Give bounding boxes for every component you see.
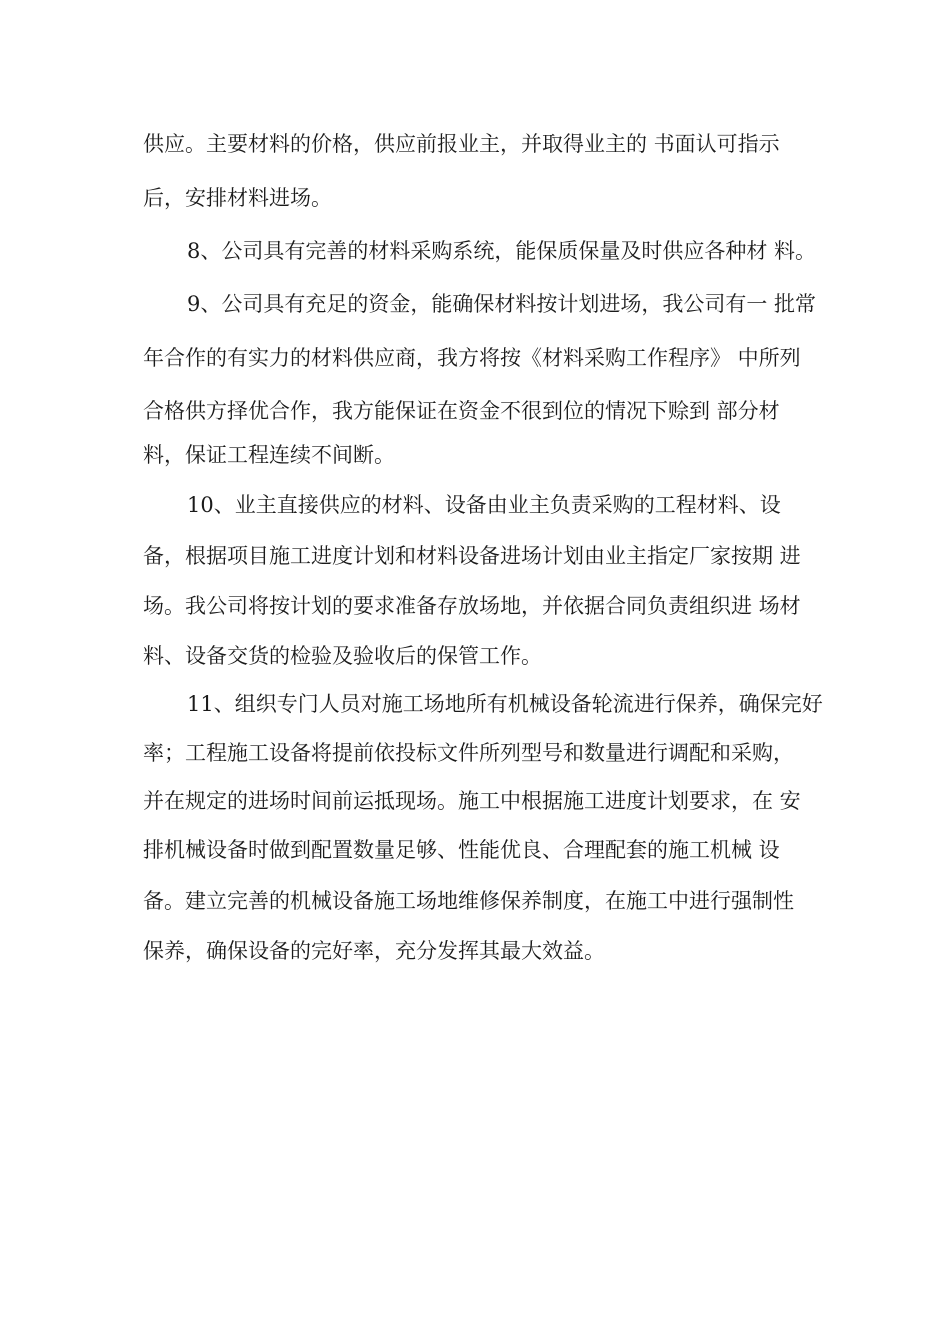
text-line: 备。建立完善的机械设备施工场地维修保养制度，在施工中进行强制性 xyxy=(143,889,794,913)
text-line: 场。我公司将按计划的要求准备存放场地，并依据合同负责组织进 场材 xyxy=(143,594,801,618)
text-line: 年合作的有实力的材料供应商，我方将按《材料采购工作程序》 中所列 xyxy=(143,346,801,370)
text-line: 率；工程施工设备将提前依投标文件所列型号和数量进行调配和采购， xyxy=(143,741,794,765)
text-line: 合格供方择优合作，我方能保证在资金不很到位的情况下赊到 部分材 xyxy=(143,399,780,423)
text-line: 备，根据项目施工进度计划和材料设备进场计划由业主指定厂家按期 进 xyxy=(143,544,801,568)
text-line: 后，安排材料进场。 xyxy=(143,186,332,210)
text-line: 11、组织专门人员对施工场地所有机械设备轮流进行保养，确保完好 xyxy=(187,692,823,716)
text-line: 10、业主直接供应的材料、设备由业主负责采购的工程材料、设 xyxy=(187,493,781,517)
text-line: 9、公司具有充足的资金，能确保材料按计划进场，我公司有一 批常 xyxy=(187,292,817,316)
text-line: 并在规定的进场时间前运抵现场。施工中根据施工进度计划要求，在 安 xyxy=(143,789,801,813)
text-line: 排机械设备时做到配置数量足够、性能优良、合理配套的施工机械 设 xyxy=(143,838,780,862)
text-line: 料，保证工程连续不间断。 xyxy=(143,443,395,467)
text-line: 8、公司具有完善的材料采购系统，能保质保量及时供应各种材 料。 xyxy=(187,239,817,263)
text-line: 料、设备交货的检验及验收后的保管工作。 xyxy=(143,644,542,668)
text-line: 供应。主要材料的价格，供应前报业主，并取得业主的 书面认可指示 xyxy=(143,132,780,156)
text-line: 保养，确保设备的完好率，充分发挥其最大效益。 xyxy=(143,939,605,963)
